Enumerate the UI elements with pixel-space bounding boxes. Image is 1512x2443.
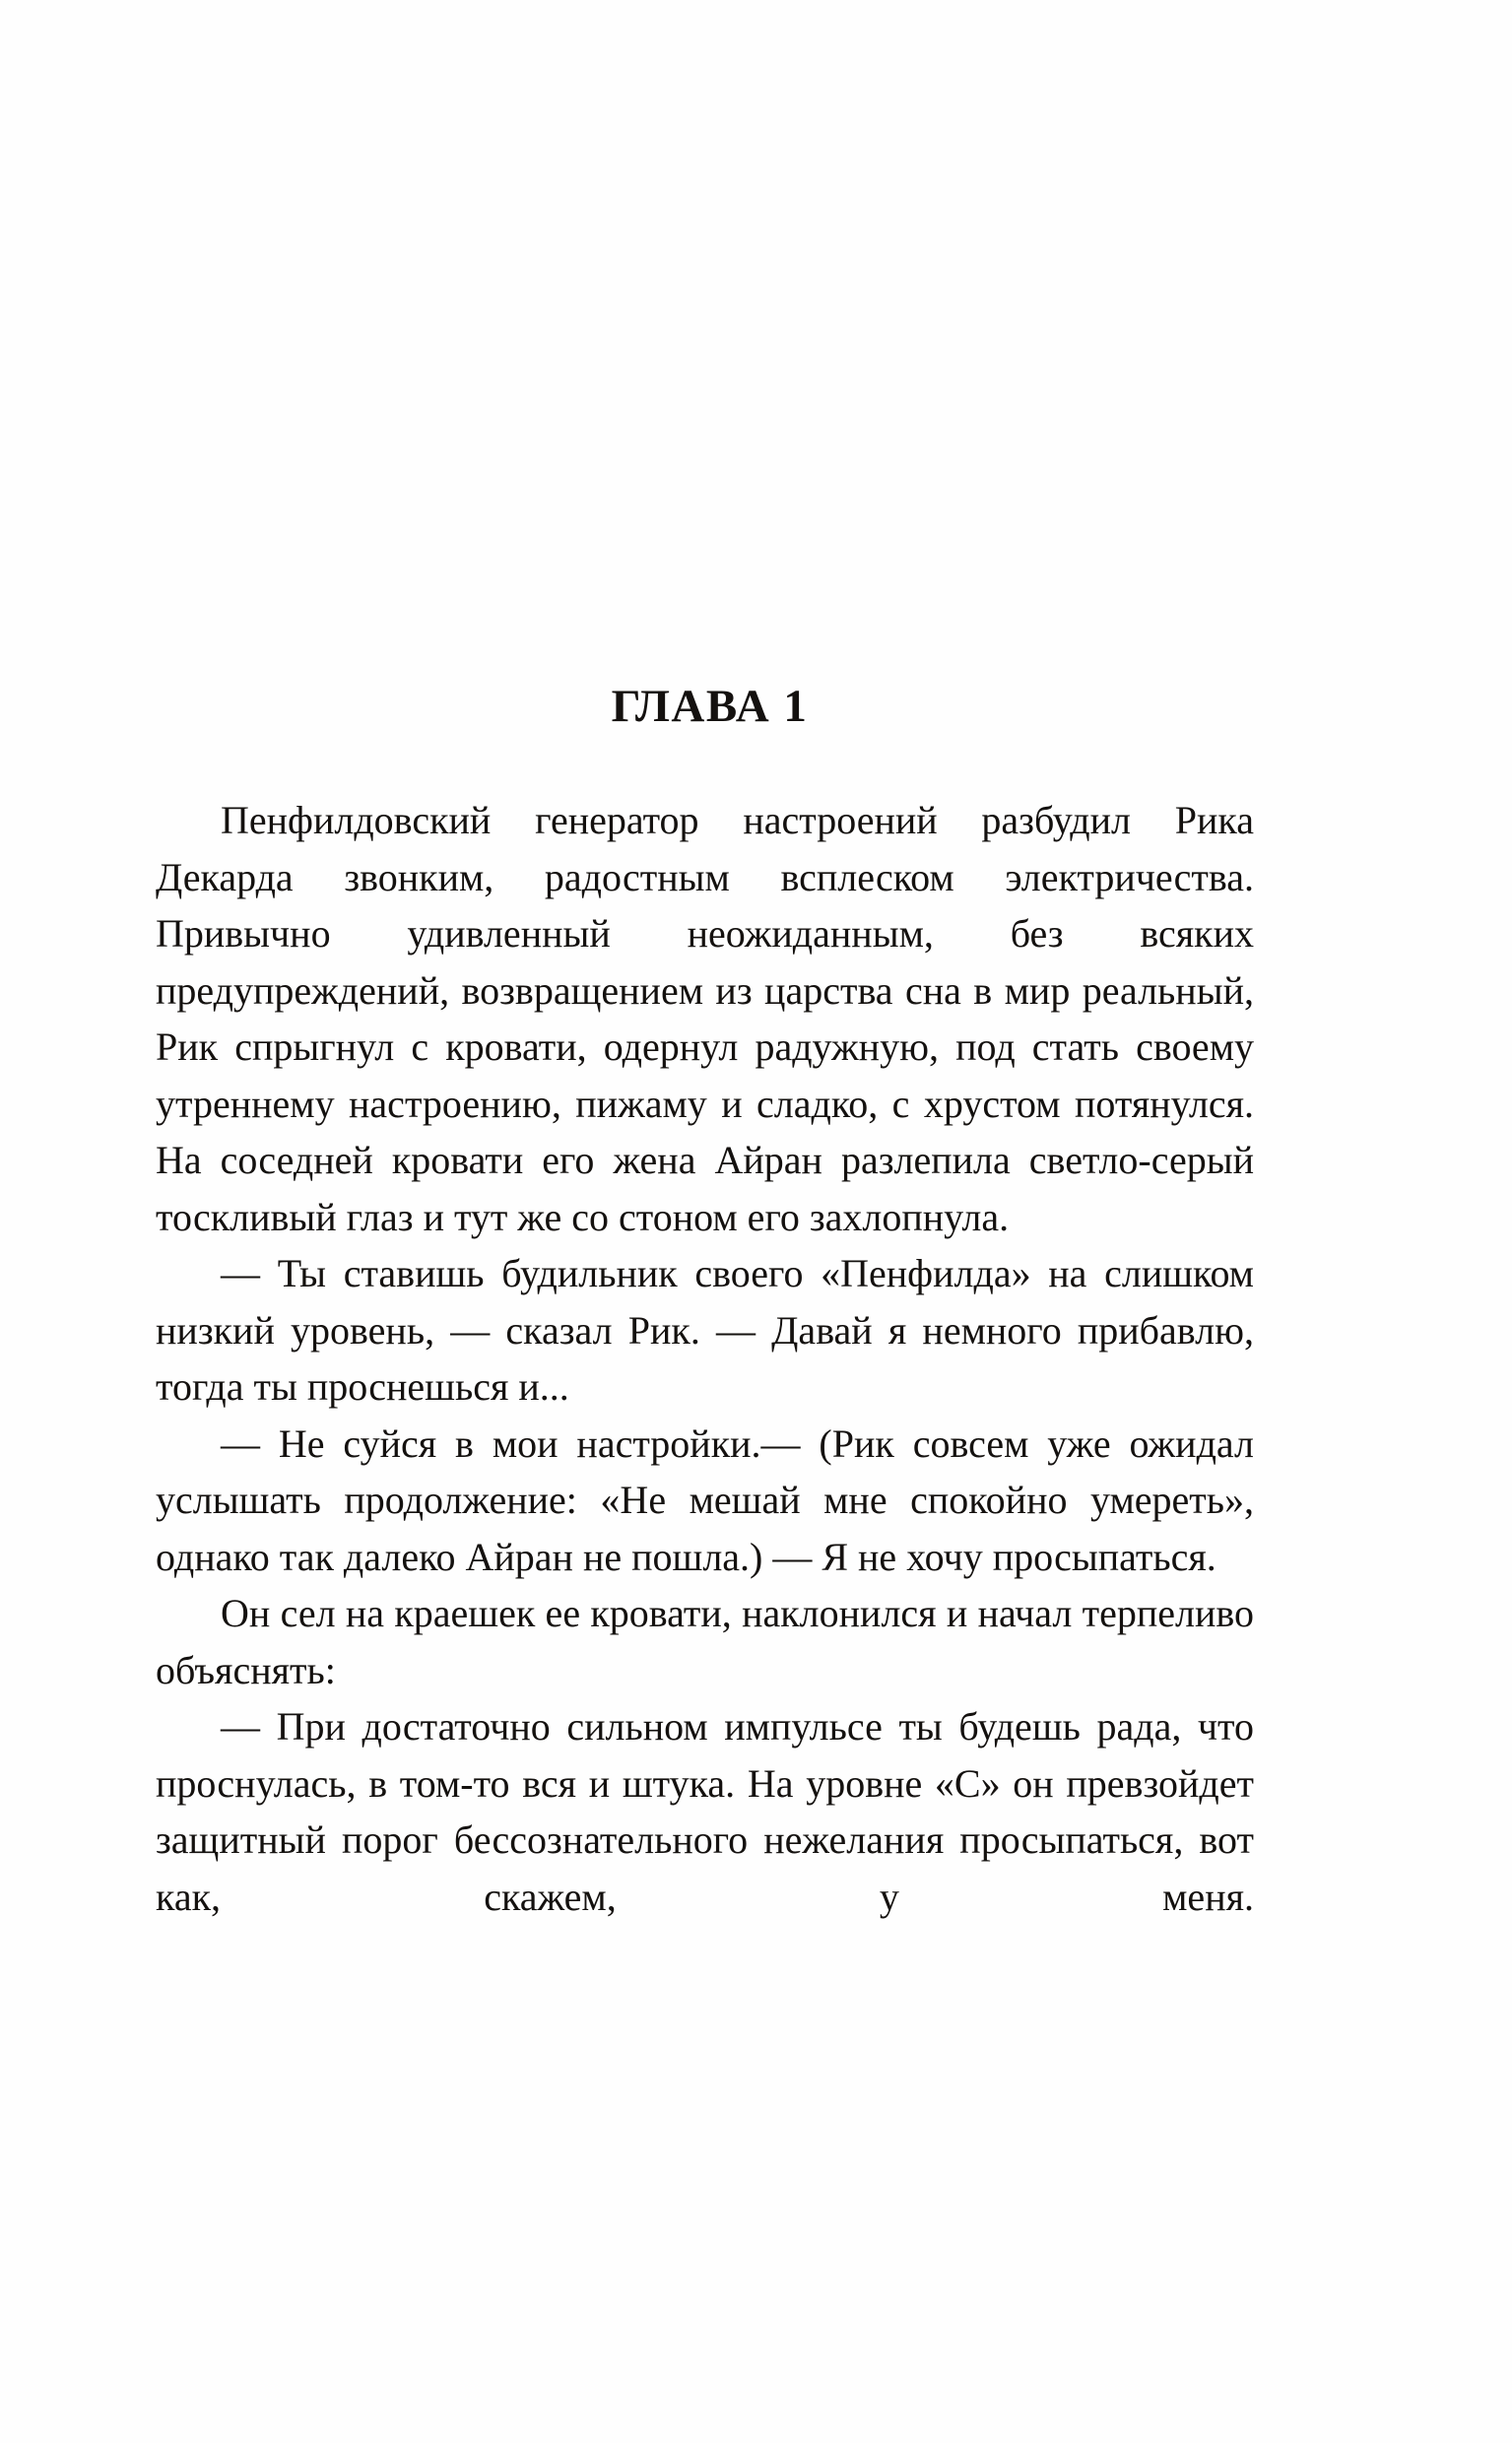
paragraph: Он сел на краешек ее кровати, наклонился и начал терпеливо объяснять: bbox=[156, 1591, 1254, 1692]
paragraph: — Не суйся в мои настройки.— (Рик совсем уже ожидал услышать продолжение: «Не мешай мне спокойно умереть», однако так далеко Айран не пошла.) — Я не хочу просыпаться. bbox=[156, 1420, 1254, 1579]
page-title: ГЛАВА 1 bbox=[611, 681, 809, 732]
paragraph: — Ты ставишь будильник своего «Пенфилда» на слишком низкий уровень, — сказал Рик. — Давай я немного прибавлю, тогда ты проснешься и... bbox=[156, 1251, 1254, 1409]
paragraph: Пенфилдовский генератор настроений разбудил Рика Декарда звонким, радостным всплеском электричества. Привычно удивленный неожиданным, без всяких предупреждений, возвращением из царства сна в мир реальный, Рик спрыгнул с кровати, одернул радужную, под стать своему утреннему настроению, пижаму и сладко, с хрустом потянулся. На соседней кровати его жена Айран разлепила светло-серый тоскливый глаз и тут же со стоном его захлопнула. bbox=[156, 798, 1254, 1239]
page-text-block bbox=[156, 680, 1254, 1982]
paragraph: — При достаточно сильном импульсе ты будешь рада, что проснулась, в том-то вся и штука. На уровне «С» он превзойдет защитный порог бессознательного нежелания просыпаться, вот как, скажем, у меня. bbox=[156, 1704, 1254, 1919]
